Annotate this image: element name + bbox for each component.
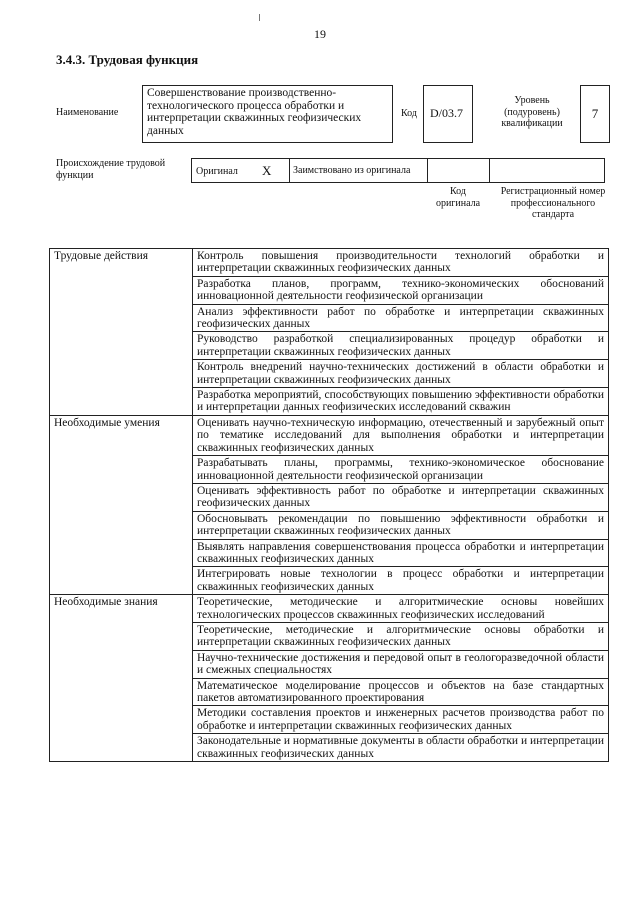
scan-mark [259, 14, 260, 21]
category-cell: Необходимые умения [50, 415, 193, 594]
origin-label: Происхождение трудовой функции [56, 158, 166, 181]
item-cell: Оценивать эффективность работ по обработке и интерпретации скважинных геофизических данных [193, 483, 609, 511]
item-cell: Законодательные и нормативные документы в области обработки и интерпретации скважинных геофизических данных [193, 734, 609, 762]
item-cell: Научно-технические достижения и передовой опыт в геологоразведочной области и смежных специальностях [193, 650, 609, 678]
name-label: Наименование [56, 107, 119, 118]
item-cell: Методики составления проектов и инженерных расчетов производства работ по обработке и интерпретации скважинных геофизических данных [193, 706, 609, 734]
item-cell: Контроль повышения производительности технологий обработки и интерпретации скважинных геофизических данных [193, 249, 609, 277]
function-code-box: D/03.7 [423, 85, 473, 143]
item-cell: Контроль внедрений научно-технических достижений в области обработки и интерпретации скважинных геофизических данных [193, 360, 609, 388]
item-cell: Обосновывать рекомендации по повышению эффективности обработки и интерпретации скважинных геофизических данных [193, 511, 609, 539]
table-row [50, 595, 609, 623]
table-row [50, 415, 609, 455]
original-mark: X [262, 163, 272, 178]
original-cell [191, 158, 289, 183]
function-name-box: Совершенствование производственно-технологического процесса обработки и интерпретации скважинных геофизических данных [142, 85, 393, 143]
item-cell: Теоретические, методические и алгоритмические основы обработки и интерпретации скважинных геофизических данных [193, 622, 609, 650]
registration-number-caption: Регистрационный номер профессионального стандарта [500, 186, 606, 220]
item-cell: Разработка мероприятий, способствующих повышению эффективности обработки и интерпретации данных геофизических исследований скважин [193, 388, 609, 416]
code-label: Код [401, 108, 417, 119]
original-code-cell [427, 158, 489, 183]
table-row [50, 249, 609, 277]
item-cell: Руководство разработкой специализированных процедур обработки и интерпретации скважинных геофизических данных [193, 332, 609, 360]
original-label: Оригинал [196, 166, 238, 177]
borrowed-cell [289, 158, 427, 183]
item-cell: Теоретические, методические и алгоритмические основы новейших технологических процессов скважинных геофизических исследований [193, 595, 609, 623]
function-details-table [49, 248, 609, 762]
origin-row [191, 158, 605, 183]
item-cell: Разрабатывать планы, программы, технико-экономическое обоснование инновационной деятельности геофизической организации [193, 456, 609, 484]
item-cell: Анализ эффективности работ по обработке и интерпретации скважинных геофизических данных [193, 304, 609, 332]
level-label: Уровень (подуровень) квалификации [501, 95, 563, 129]
registration-number-cell [489, 158, 605, 183]
item-cell: Выявлять направления совершенствования процесса обработки и интерпретации скважинных геофизических данных [193, 539, 609, 567]
item-cell: Интегрировать новые технологии в процесс обработки и интерпретации скважинных геофизических данных [193, 567, 609, 595]
category-cell: Трудовые действия [50, 249, 193, 416]
item-cell: Оценивать научно-техническую информацию, отечественный и зарубежный опыт по тематике исследований для выполнения обработки и интерпретации скважинных геофизических данных [193, 415, 609, 455]
item-cell: Разработка планов, программ, технико-экономических обоснований инновационной деятельности геофизической организации [193, 276, 609, 304]
category-cell: Необходимые знания [50, 595, 193, 762]
section-title: 3.4.3. Трудовая функция [56, 52, 199, 67]
qualification-level-box: 7 [580, 85, 610, 143]
item-cell: Математическое моделирование процессов и объектов на базе стандартных пакетов автоматизированного проектирования [193, 678, 609, 706]
borrowed-label: Заимствовано из оригинала [293, 165, 411, 176]
page-number: 19 [314, 27, 326, 41]
original-code-caption: Код оригинала [435, 186, 481, 209]
